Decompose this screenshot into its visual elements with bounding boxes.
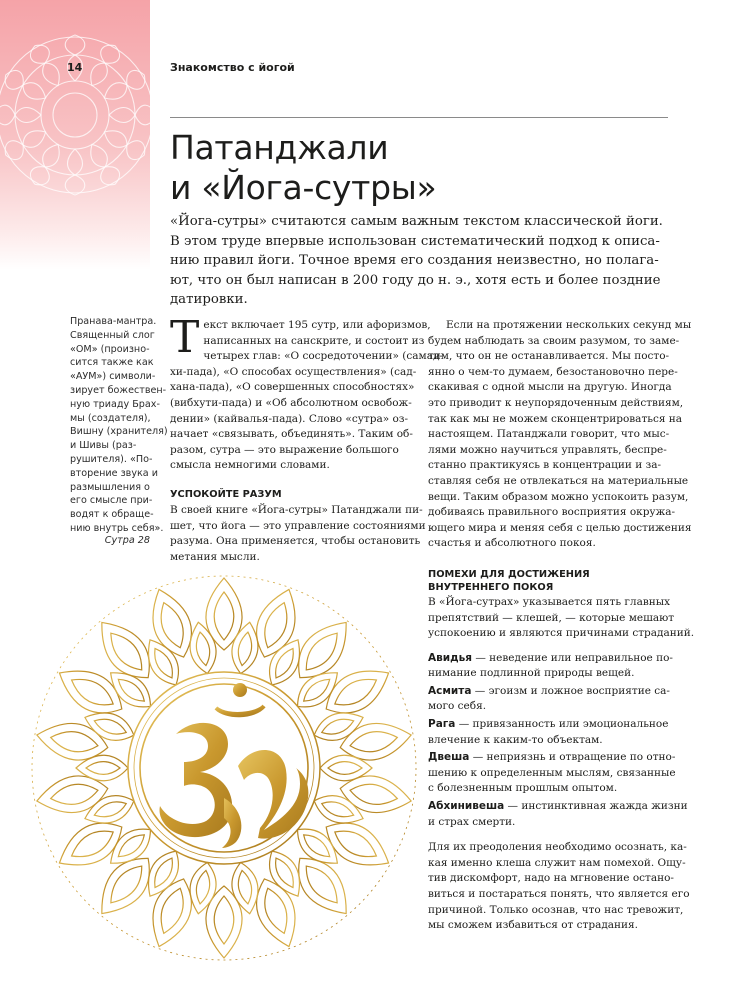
klesha-text: — неприязнь и отвращение по отно- xyxy=(469,751,676,764)
klesha-term: Авидья xyxy=(428,651,472,664)
lead-line: «Йога-сутры» считаются самым важным текстом классической йоги. xyxy=(170,214,663,229)
para-line: тив дискомфорт, надо на мгновение остано- xyxy=(428,872,674,885)
paragraph-observation xyxy=(428,318,692,552)
sidebar-note xyxy=(70,315,168,536)
intro-line: четырех глав: «О сосредоточении» (самад- xyxy=(203,350,443,363)
note-line: зирует божествен- xyxy=(70,384,167,396)
section-line: метания мысли. xyxy=(170,550,260,563)
para-line: лями можно научиться управлять, беспре- xyxy=(428,443,667,456)
corner-mandala-icon xyxy=(0,0,150,270)
article-title xyxy=(170,128,436,208)
paragraph-overcoming xyxy=(428,840,690,934)
title-line: Патанджали xyxy=(170,128,389,167)
right-column xyxy=(428,318,695,934)
title-line: и «Йога-сутры» xyxy=(170,168,437,207)
para-line: ющего мира и меняя себя с целью достижения xyxy=(428,521,692,534)
drop-cap: Т xyxy=(170,312,200,363)
para-line: счастья и абсолютного покоя. xyxy=(428,537,596,550)
klesha-text: — привязанность или эмоциональное xyxy=(455,718,669,731)
klesha-text: с болезненным прошлым опытом. xyxy=(428,782,618,795)
para-line: препятствий — клешей, — которые мешают xyxy=(428,611,675,624)
klesha-item xyxy=(428,750,676,797)
paragraph-kleshas-intro xyxy=(428,595,695,642)
running-title: Знакомство с йогой xyxy=(170,61,295,74)
para-line: мы сможем избавиться от страдания. xyxy=(428,919,639,932)
header-divider xyxy=(170,117,668,118)
klesha-item xyxy=(428,717,673,748)
para-line: будем наблюдать за своим разумом, то заме- xyxy=(428,334,680,347)
klesha-text: шению к определенным мыслям, связанные xyxy=(428,766,676,779)
section-heading: ВНУТРЕННЕГО ПОКОЯ xyxy=(428,581,554,593)
section-line: В своей книге «Йога-сутры» Патанджали пи- xyxy=(170,503,423,516)
note-line: водят к обраще- xyxy=(70,509,154,521)
lead-line: нию правил йоги. Точное время его создания неизвестно, но полага- xyxy=(170,253,659,268)
klesha-text: и страх смерти. xyxy=(428,815,516,828)
page-number: 14 xyxy=(67,61,83,74)
note-line: Пранава-мантра. xyxy=(70,316,157,327)
intro-line: написанных на санскрите, и состоит из xyxy=(203,334,425,347)
note-line: размышления о xyxy=(70,481,150,493)
intro-line: хи-пада), «О способах осуществления» (сад- xyxy=(170,365,417,378)
note-line: Вишну (хранителя) xyxy=(70,426,168,438)
para-line: тим, что он не останавливается. Мы посто- xyxy=(428,350,670,363)
klesha-text: — инстинктивная жажда жизни xyxy=(504,800,688,813)
para-line: это приводит к неупорядоченным действиям, xyxy=(428,396,684,409)
intro-line: смысла немногими словами. xyxy=(170,459,330,472)
lead-line: В этом труде впервые использован систематический подход к описа- xyxy=(170,233,660,249)
note-line: «АУМ») символи- xyxy=(70,371,156,383)
note-line: мы (создателя), xyxy=(70,412,151,424)
section-heading: УСПОКОЙТЕ РАЗУМ xyxy=(170,488,282,500)
para-line: так как мы не можем сконцентрироваться на xyxy=(428,412,683,425)
klesha-term: Рага xyxy=(428,718,456,731)
left-column xyxy=(170,312,443,565)
para-line: В «Йога-сутрах» указывается пять главных xyxy=(428,595,671,608)
para-line: успокоению и являются причинами страданий. xyxy=(428,627,695,640)
corner-decoration xyxy=(0,0,150,270)
om-mandala-icon xyxy=(28,572,420,964)
intro-line: екст включает 195 сутр, или афоризмов, xyxy=(203,319,431,331)
para-line: виться и постараться понять, что является его xyxy=(428,888,690,900)
para-line: настоящем. Патанджали говорит, что мыс- xyxy=(428,428,670,441)
para-line: Если на протяжении нескольких секунд мы xyxy=(446,319,692,331)
para-line: добиваясь правильного восприятия окружа- xyxy=(428,506,676,519)
klesha-term: Абхинивеша xyxy=(428,800,505,813)
klesha-text: влечение к каким-то объектам. xyxy=(428,733,603,746)
klesha-item xyxy=(428,651,673,682)
para-line: станно практикуясь в концентрации и за- xyxy=(428,459,662,472)
klesha-text: — эгоизм и ложное восприятие са- xyxy=(471,684,670,697)
klesha-text: — неведение или неправильное по- xyxy=(472,651,673,664)
section-line: шет, что йога — это управление состояниями xyxy=(170,519,426,532)
note-line: сится также как xyxy=(70,357,154,369)
intro-paragraph xyxy=(170,312,443,474)
para-line: скакивая с одной мысли на другую. Иногда xyxy=(428,381,672,394)
section-line: разума. Она применяется, чтобы остановить xyxy=(170,535,421,548)
lead-line: ют, что он был написан в 200 году до н. э., хотя есть и более поздние xyxy=(170,272,661,288)
section-heading: ПОМЕХИ ДЛЯ ДОСТИЖЕНИЯ xyxy=(428,568,590,580)
para-line: причиной. Только осознав, что нас тревожит, xyxy=(428,903,684,916)
klesha-term: Асмита xyxy=(428,684,472,697)
intro-line: (вибхути-пада) и «Об абсолютном освобож- xyxy=(170,396,412,409)
klesha-text: мого себя. xyxy=(428,700,487,713)
section-paragraph xyxy=(170,503,426,565)
klesha-term: Двеша xyxy=(428,751,470,764)
para-line: янно о чем-то думаем, безостановочно пере- xyxy=(428,365,678,378)
note-line: нию внутрь себя». xyxy=(70,522,164,534)
sidebar-source: Сутра 28 xyxy=(104,535,150,546)
note-line: рушителя). «По- xyxy=(70,453,153,465)
para-line: кая именно клеша служит нам помехой. Ощу- xyxy=(428,856,686,869)
klesha-item xyxy=(428,799,688,830)
note-line: «ОМ» (произно- xyxy=(70,343,150,355)
note-line: и Шивы (раз- xyxy=(70,440,137,452)
para-line: вещи. Таким образом можно успокоить разум, xyxy=(428,490,689,503)
klesha-text: нимание подлинной природы вещей. xyxy=(428,667,635,680)
lead-paragraph xyxy=(170,212,670,310)
note-line: его смысле при- xyxy=(70,495,153,507)
intro-line: дении» (кайвалья-пада). Слово «сутра» оз- xyxy=(170,412,409,425)
para-line: Для их преодоления необходимо осознать, ка- xyxy=(428,841,687,854)
lead-line: датировки. xyxy=(170,292,248,307)
intro-line: хана-пада), «О совершенных способностях» xyxy=(170,381,415,394)
note-line: вторение звука и xyxy=(70,467,158,479)
note-line: ную триаду Брах- xyxy=(70,398,160,410)
klesha-item xyxy=(428,684,673,715)
intro-line: разом, сутра — это выражение большого xyxy=(170,443,399,456)
intro-line: начает «связывать, объединять». Таким об- xyxy=(170,428,413,441)
note-line: Священный слог xyxy=(70,329,155,341)
para-line: ставляя себя не отвлекаться на материальные xyxy=(428,474,689,487)
